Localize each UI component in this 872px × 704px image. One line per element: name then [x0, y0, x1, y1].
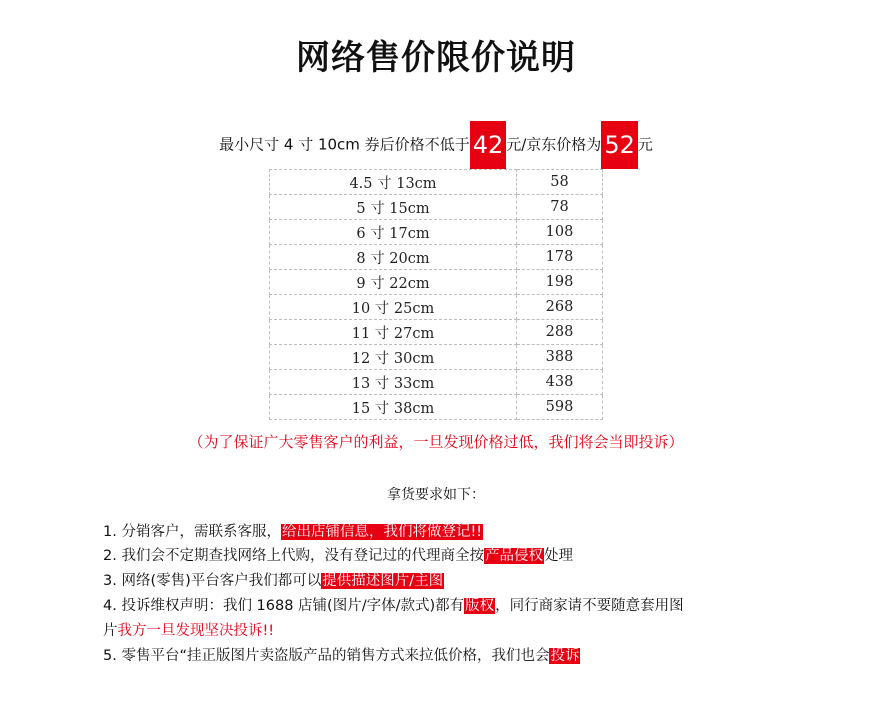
price-row	[270, 345, 603, 370]
price-table	[269, 169, 603, 420]
page-title: 网络售价限价说明	[296, 38, 576, 78]
size-cell: 10 寸 25cm	[270, 295, 517, 320]
requirement-4: 4. 投诉维权声明：我们 1688 店铺(图片/字体/款式)都有版权，同行商家请不要随意套用图	[103, 598, 684, 614]
requirement-5: 5. 零售平台“挂正版图片卖盗版产品的销售方式来拉低价格，我们也会投诉	[103, 648, 580, 664]
price-row	[270, 395, 603, 420]
price-cell: 178	[517, 245, 603, 270]
price-cell: 108	[517, 220, 603, 245]
requirement-2: 2. 我们会不定期查找网络上代购，没有登记过的代理商全按产品侵权处理	[103, 548, 573, 564]
min-size-text: 最小尺寸 4 寸 10cm 券后价格不低于	[219, 135, 470, 154]
price-cell: 58	[517, 170, 603, 195]
size-cell: 15 寸 38cm	[270, 395, 517, 420]
price-row	[270, 195, 603, 220]
requirement-3-highlight: 提供描述图片/主图	[322, 573, 444, 589]
size-cell: 13 寸 33cm	[270, 370, 517, 395]
size-cell: 8 寸 20cm	[270, 245, 517, 270]
yuan-unit: 元	[637, 135, 653, 154]
price-row	[270, 270, 603, 295]
minimum-price-line	[0, 120, 872, 168]
requirement-5-highlight: 投诉	[550, 648, 580, 664]
requirement-2-highlight: 产品侵权	[484, 548, 543, 564]
price-row	[270, 245, 603, 270]
requirements-title: 拿货要求如下：	[387, 487, 485, 503]
price-cell: 598	[517, 395, 603, 420]
price-cell: 288	[517, 320, 603, 345]
price-row	[270, 170, 603, 195]
price-row	[270, 295, 603, 320]
price-notice: （为了保证广大零售客户的利益，一旦发现价格过低，我们将会当即投诉）	[188, 433, 684, 451]
price-row	[270, 370, 603, 395]
price-row	[270, 220, 603, 245]
jd-price-text: 元/京东价格为	[506, 135, 602, 154]
size-cell: 6 寸 17cm	[270, 220, 517, 245]
size-cell: 5 寸 15cm	[270, 195, 517, 220]
price-cell: 78	[517, 195, 603, 220]
requirement-1-highlight: 给出店铺信息，我们将做登记!!	[281, 524, 483, 540]
price-cell: 438	[517, 370, 603, 395]
size-cell: 12 寸 30cm	[270, 345, 517, 370]
requirement-4-continued: 片我方一旦发现坚决投诉!!	[103, 623, 275, 639]
size-cell: 9 寸 22cm	[270, 270, 517, 295]
size-cell: 11 寸 27cm	[270, 320, 517, 345]
requirement-4-highlight: 版权	[465, 598, 495, 614]
price-cell: 268	[517, 295, 603, 320]
price-cell: 198	[517, 270, 603, 295]
requirement-3: 3. 网络(零售)平台客户我们都可以提供描述图片/主图	[103, 573, 444, 589]
jd-price: 52	[601, 121, 638, 169]
coupon-min-price: 42	[470, 121, 507, 169]
price-row	[270, 320, 603, 345]
price-cell: 388	[517, 345, 603, 370]
size-cell: 4.5 寸 13cm	[270, 170, 517, 195]
requirement-1: 1. 分销客户，需联系客服，给出店铺信息，我们将做登记!!	[103, 524, 483, 540]
requirement-4-red-text: 我方一旦发现坚决投诉!!	[117, 623, 275, 639]
